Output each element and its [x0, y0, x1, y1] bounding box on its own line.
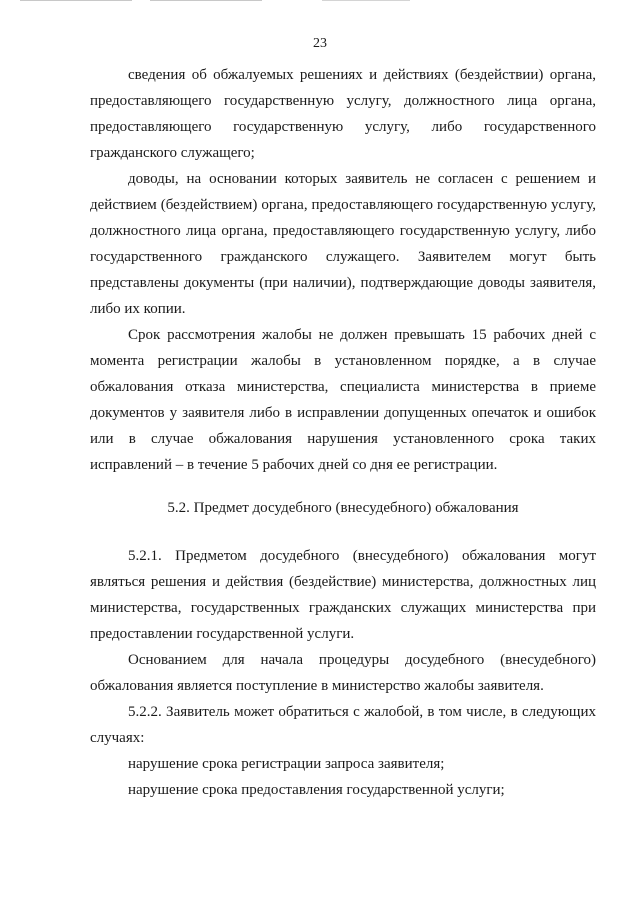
page-number: 23 — [313, 36, 327, 51]
paragraph-5-2-1: 5.2.1. Предметом досудебного (внесудебного) обжалования могут являться решения и действия (бездействие) министерства, должностных лиц министерства, государственных гражданских служащих министерства при предоставлении государственной услуги. — [90, 548, 596, 642]
paragraph-appeal-details: сведения об обжалуемых решениях и действиях (бездействии) органа, предоставляющего государственную услугу, должностного лица органа, предоставляющего государственную услугу, либо государственного гражданского служащего; — [90, 67, 596, 161]
paragraph-5-2-2: 5.2.2. Заявитель может обратиться с жалобой, в том числе, в следующих случаях: — [90, 704, 596, 746]
section-heading: 5.2. Предмет досудебного (внесудебного) обжалования — [167, 500, 519, 516]
scan-top-rule — [20, 0, 132, 1]
paragraph-review-deadline: Срок рассмотрения жалобы не должен превышать 15 рабочих дней с момента регистрации жалобы в установленном порядке, а в случае обжалования отказа министерства, специалиста министерства в приеме документов у заявителя либо в исправлении допущенных опечаток и ошибок или в случае обжалования нарушения установленного срока таких исправлений – в течение 5 рабочих дней со дня ее регистрации. — [90, 327, 596, 473]
text-block-after-heading — [90, 543, 596, 803]
scan-top-rule — [322, 0, 410, 1]
paragraph-arguments: доводы, на основании которых заявитель не согласен с решением и действием (бездействием) органа, предоставляющего государственную услугу, должностного лица органа, предоставляющего государственную услугу, либо государственного гражданского служащего. Заявителем могут быть представлены документы (при наличии), подтверждающие доводы заявителя, либо их копии. — [90, 171, 596, 317]
paragraph-grounds: Основанием для начала процедуры досудебного (внесудебного) обжалования является поступление в министерство жалобы заявителя. — [90, 652, 596, 694]
scan-top-rule — [150, 0, 262, 1]
list-item-registration-violation: нарушение срока регистрации запроса заявителя; — [128, 756, 445, 772]
text-block-before-heading — [90, 62, 596, 478]
list-item-service-deadline-violation: нарушение срока предоставления государственной услуги; — [128, 782, 505, 798]
